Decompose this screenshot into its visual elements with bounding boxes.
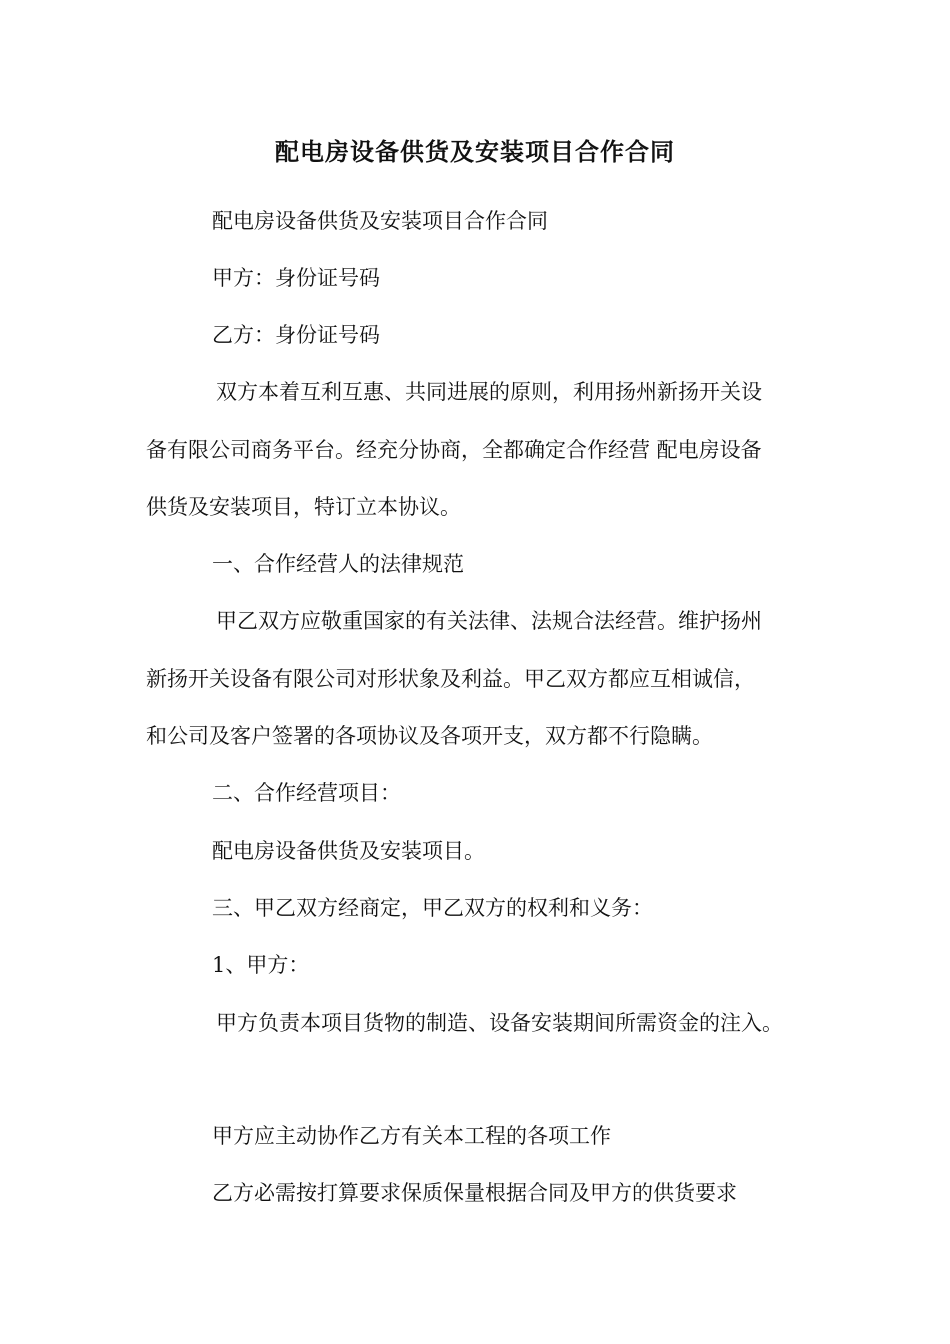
paragraph-line: 甲乙双方应敬重国家的有关法律、法规合法经营。维护扬州 [216,609,762,633]
section-heading: 一、合作经营人的法律规范 [212,552,464,576]
section-heading: 三、甲乙双方经商定，甲乙双方的权利和义务： [212,896,653,920]
section-heading: 二、合作经营项目： [212,781,401,805]
paragraph-line: 甲方应主动协作乙方有关本工程的各项工作 [212,1124,611,1148]
paragraph-line: 和公司及客户签署的各项协议及各项开支，双方都不行隐瞒。 [146,724,713,748]
sub-heading: 1、甲方： [212,953,310,977]
paragraph-line: 甲方负责本项目货物的制造、设备安装期间所需资金的注入。 [216,1011,783,1035]
paragraph-line: 乙方必需按打算要求保质保量根据合同及甲方的供货要求 [212,1181,737,1205]
paragraph-line: 乙方：身份证号码 [212,323,380,347]
paragraph-line: 备有限公司商务平台。经充分协商，全都确定合作经营 配电房设备 [146,438,762,462]
paragraph-line: 配电房设备供货及安装项目。 [212,839,485,863]
paragraph-line: 供货及安装项目，特订立本协议。 [146,495,461,519]
paragraph-line: 双方本着互利互惠、共同进展的原则，利用扬州新扬开关设 [216,380,762,404]
paragraph-line: 新扬开关设备有限公司对形状象及利益。甲乙双方都应互相诚信， [146,667,755,691]
paragraph-line: 配电房设备供货及安装项目合作合同 [212,209,548,233]
document-title: 配电房设备供货及安装项目合作合同 [275,137,675,166]
paragraph-line: 甲方：身份证号码 [212,266,380,290]
